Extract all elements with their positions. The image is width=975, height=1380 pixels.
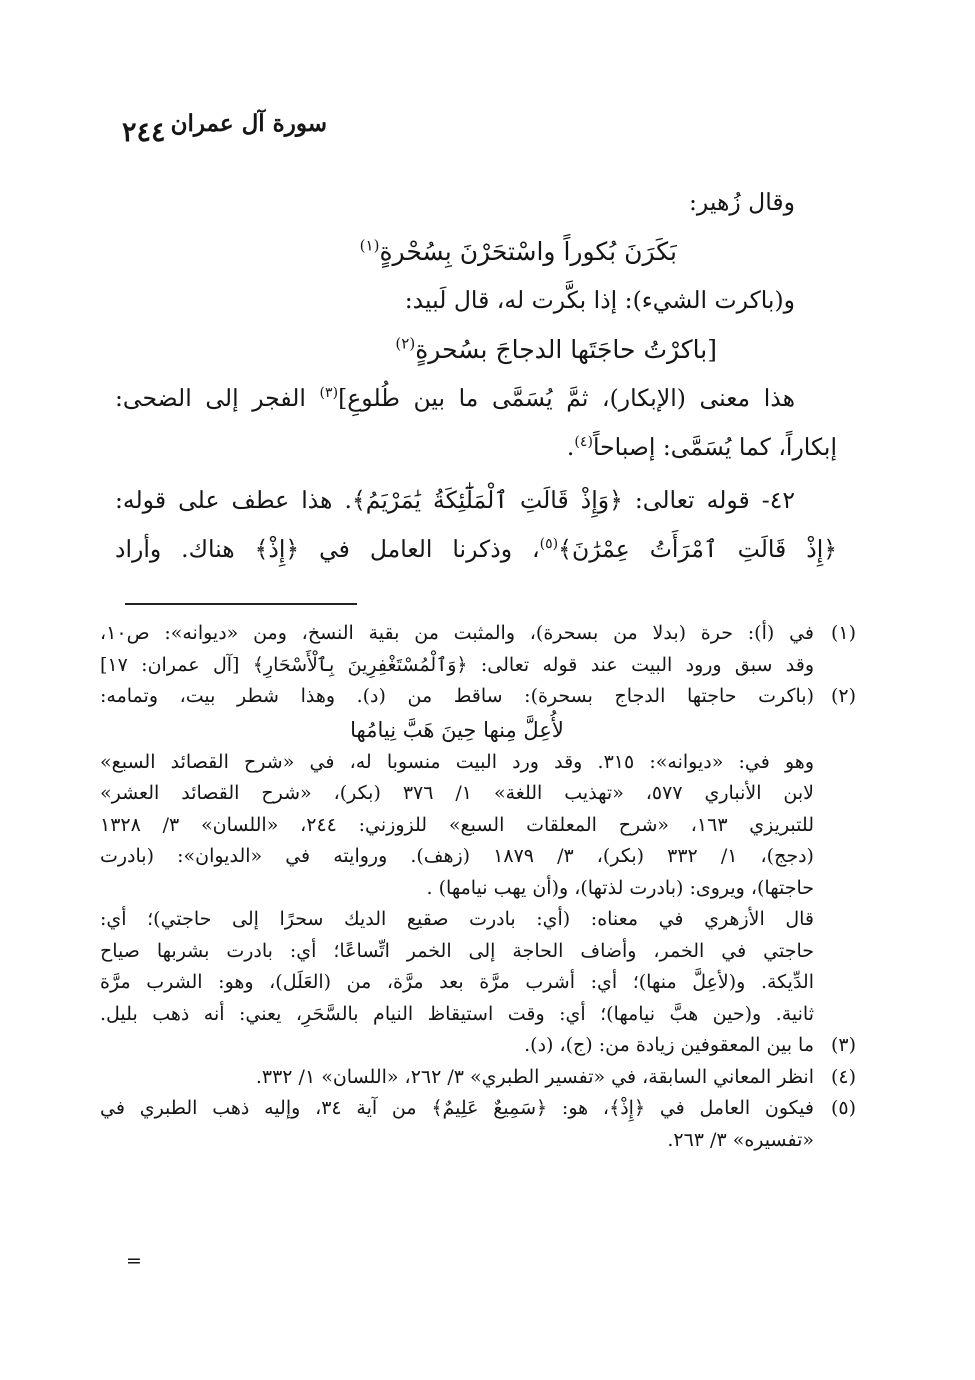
footnote-separator bbox=[125, 603, 357, 605]
main-line-1-text: وقال زُهير: bbox=[688, 188, 795, 216]
footnote-2-poem: لأُعِلَّ مِنها حِينَ هَبَّ نِيامُها bbox=[350, 717, 564, 742]
footnote-ref-4: (٤) bbox=[574, 434, 593, 451]
main-text bbox=[115, 178, 837, 574]
footnote-2-line-8: حاجتي في الخمر، وأضاف الحاجة إلى الخمر اتِّساعًا؛ أي: بادرت بشربها صياح bbox=[100, 939, 814, 962]
footnote-2-line-2: وهو في: «ديوانه»: ٣١٥. وقد ورد البيت منسوبا له، في «شرح القصائد السبع» bbox=[100, 750, 814, 773]
running-title: سورة آل عمران bbox=[170, 110, 327, 137]
main-line-7 bbox=[115, 476, 837, 525]
footnote-ref-5: (٥) bbox=[539, 536, 559, 553]
footnote-4-number: (٤) bbox=[830, 1065, 856, 1088]
footnote-4 bbox=[100, 1062, 856, 1094]
verse-labid bbox=[115, 325, 717, 374]
footnote-2-number: (٢) bbox=[830, 685, 856, 707]
footnote-1-number: (١) bbox=[830, 622, 856, 644]
footnote-5 bbox=[100, 1093, 856, 1156]
footnote-3-number: (٣) bbox=[830, 1034, 856, 1056]
footnote-ref-1: (١) bbox=[359, 236, 380, 255]
footnote-4-line-1: انظر المعاني السابقة، في «تفسير الطبري» ٣/ ٢٦٢، «اللسان» ١/ ٣٣٢. bbox=[255, 1065, 814, 1088]
footnote-5-number: (٥) bbox=[830, 1097, 856, 1119]
footnote-1 bbox=[100, 618, 856, 681]
footnote-2-line-6: حاجتها)، ويروى: (بادرت لذتها)، و(أن يهب نيامها) . bbox=[426, 876, 814, 899]
footnote-1-line-2: وقد سبق ورود البيت عند قوله تعالى: ﴿وَٱلْمُسْتَغْفِرِينَ بِٱلْأَسْحَارِ﴾ [آل عمران: ١٧] bbox=[100, 653, 814, 676]
main-line-6-text-a: إبكاراً، كما يُسَمَّى: إصباحاً bbox=[592, 433, 837, 461]
main-line-5 bbox=[115, 374, 837, 423]
footnote-2-line-9: الدِّيكة. و(لأعِلَّ منها)؛ أي: أشرب مرَّة بعد مرَّة، من (العَلَل)، وهو: الشرب مرَّة bbox=[100, 971, 814, 993]
main-line-5-text-b: الفجر إلى الضحى: bbox=[115, 384, 320, 412]
footnote-ref-3: (٣) bbox=[319, 385, 339, 402]
footnotes bbox=[100, 618, 856, 1156]
main-line-6-text-b: . bbox=[566, 433, 575, 461]
continuation-mark: = bbox=[126, 1250, 142, 1272]
main-line-3-text: و(باكرت الشيء): إذا بكَّرت له، قال لَبيد: bbox=[404, 286, 795, 314]
footnote-1-line-1: في (أ): حرة (بدلا من بسحرة)، والمثبت من بقية النسخ، ومن «ديوانه»: ص١٠، bbox=[100, 622, 814, 644]
footnote-2-line-1: (باكرت حاجتها الدجاج بسحرة): ساقط من (د). وهذا شطر بيت، وتمامه: bbox=[100, 685, 814, 707]
main-line-1 bbox=[115, 178, 837, 227]
footnote-2-line-5: (دجج)، ١/ ٣٣٢ (بكر)، ٣/ ١٨٧٩ (زهف). وروايته في «الديوان»: (بادرت bbox=[100, 845, 814, 867]
verse-labid-text: [باكرْتُ حاجَتَها الدجاجَ بسُحرةٍ bbox=[415, 335, 717, 364]
footnote-2-line-3: لابن الأنباري ٥٧٧، «تهذيب اللغة» ١/ ٣٧٦ (بكر)، «شرح القصائد العشر» bbox=[100, 782, 814, 804]
main-line-7-text: ٤٢- قوله تعالى: ﴿وَإِذْ قَالَتِ ٱلْمَلَٰٓئِكَةُ يَٰمَرْيَمُ﴾. هذا عطف على قوله: bbox=[115, 486, 795, 514]
main-line-8-text-b: ، وذكرنا العامل في ﴿إِذْ﴾ هناك. وأراد bbox=[115, 535, 540, 563]
footnote-2-line-7: قال الأزهري في معناه: (أي: بادرت صقيع الديك سحرًا إلى حاجتي)؛ أي: bbox=[100, 908, 814, 930]
footnote-3 bbox=[100, 1030, 856, 1062]
main-line-5-text-a: هذا معنى (الإبكار)، ثمَّ يُسَمَّى ما بين طُلوعِ] bbox=[338, 384, 795, 412]
main-line-6 bbox=[115, 423, 837, 472]
main-line-8-text-a: ﴿إِذْ قَالَتِ ٱمْرَأَتُ عِمْرَٰنَ﴾ bbox=[558, 535, 837, 563]
footnote-ref-2: (٢) bbox=[395, 334, 416, 353]
main-line-8 bbox=[115, 525, 837, 574]
main-line-3 bbox=[115, 276, 837, 325]
footnote-2 bbox=[100, 681, 856, 747]
footnote-5-line-1: فيكون العامل في ﴿إِذْ﴾، هو: ﴿سَمِيعٌ عَلِيمٌ﴾ من آية ٣٤، وإليه ذهب الطبري في bbox=[100, 1097, 814, 1119]
verse-zuhair bbox=[115, 227, 677, 276]
verse-zuhair-text: بَكَرَنَ بُكوراً واسْتحَرْنَ بِسُحْرةٍ bbox=[379, 237, 677, 266]
footnote-2-line-10: ثانية. و(حين هبَّ نيامها)؛ أي: وقت استيقاظ النيام بالسَّحَرِ، يعني: أنه ذهب بليل. bbox=[100, 1002, 814, 1025]
footnote-2-line-4: للتبريزي ١٦٣، «شرح المعلقات السبع» للزوزني: ٢٤٤، «اللسان» ٣/ ١٣٢٨ bbox=[100, 813, 814, 836]
footnote-3-line-1: ما بين المعقوفين زيادة من: (ج)، (د). bbox=[524, 1034, 814, 1056]
page-number: ٢٤٤ bbox=[122, 117, 166, 148]
footnote-5-line-2: «تفسيره» ٣/ ٢٦٣. bbox=[667, 1128, 814, 1151]
footnote-2-continued bbox=[100, 747, 856, 1031]
